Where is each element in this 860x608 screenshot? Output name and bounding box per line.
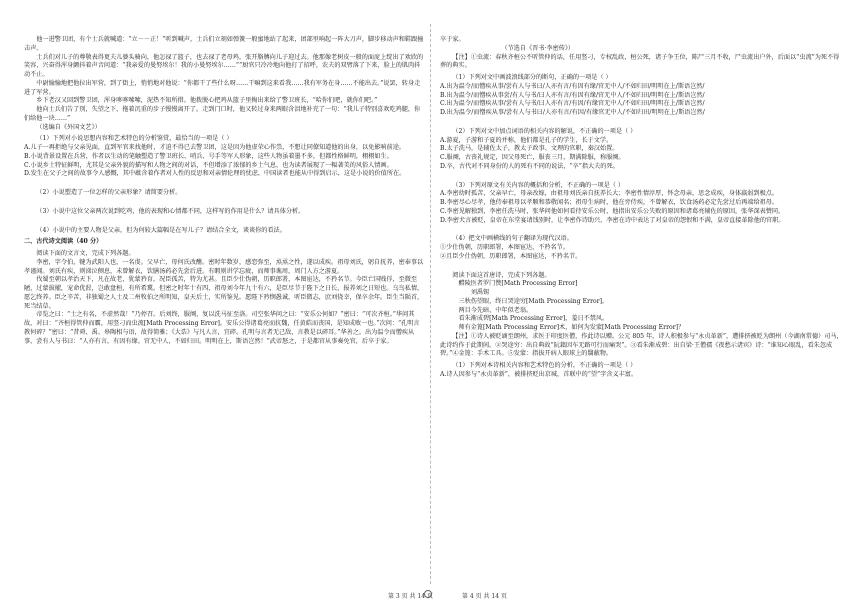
poem-author: 刘禹锡 bbox=[470, 289, 490, 296]
poem-line: 三秋伤望眼，终日哭途穷[Math Processing Error]。 bbox=[458, 297, 609, 305]
column-divider bbox=[430, 24, 431, 584]
story-source: （选编自《外国文艺》） bbox=[36, 123, 101, 131]
page-footer-left: 第 3 页 共 14 页 bbox=[388, 593, 433, 600]
story-paragraph: 士兵们对儿子的尊敬表得更夫儿婆头骑向，他怎禄了篮子，也去禄了老母鸡，张开胳膊向儿子迎过去。他那像老树皮一般的面庞上绽出了欢欣的笑容，兴奋得浑身颤抖着声音问道：“我亲爱的曼努埃尔！我的小曼努埃尔……””厨官只冷冷地向他打了招呼，农夫的双臂落了下来，脸上的肌肉抖动不止。 bbox=[24, 53, 424, 78]
question-3-stem: （3）小说中这位父亲两次说到吃鸡，他的表现和心情都不同，这样写的作用是什么？请具体分析。 bbox=[36, 207, 305, 215]
question-1-stem: （1）下列对小说思想内容和艺术特色的分析鉴赏，最恰当的一项是（ ） bbox=[36, 135, 233, 143]
page-footer-right: 第 4 页 共 14 页 bbox=[462, 593, 507, 600]
question-1-option-a: A.儿子一再拒绝与父亲见面，直到军官来找他时，才迫不得已去警卫团，这是因为他虚荣心作祟，不想让同僚知道他的出身，以免影响前途。 bbox=[24, 144, 405, 151]
cq1-option-b: B.出为温令/而憎疾从事尝/有人与书/曰人亦有言/有因有缘/官无中人/不如归田/明明在上/斯语岂然/ bbox=[440, 91, 705, 99]
story-paragraph: 中尉愉愉地把他拉出军营，到了街上，悄悄地对他说：“你都干了些什么呀……干嘛到这来看我……我有军务在身……不能出去。”说罢，转身走进了军营。 bbox=[24, 79, 421, 96]
poem-intro: 阅读下面这首唐诗，完成下列各题。 bbox=[452, 271, 551, 279]
cq2-option-d: D.卒，古代对不同身份的人的死有不同的说法，“卒”指大夫的死。 bbox=[440, 162, 619, 170]
question-2-stem: （2）小说塑造了一位怎样的父亲形象？请简要分析。 bbox=[36, 189, 182, 196]
cq1-option-d: D.出为温令/而憎疾从事/尝有人与书曰/人亦有言/有因/有缘官无中人/不如归田/明明在上/斯语岂然/ bbox=[440, 109, 705, 116]
classical-paragraph: 伐蜀至朝以孝治天下，凡在故老，犹蒙矜育，况臣孤苦，特为尤甚。且臣少仕伪朝，历职郎署，本图宦达，不矜名节。今臣亡国贱俘，至微至陋，过蒙拔擢，宠命优渥，岂敢盘桓，有所希冀。但密之时年十有四，祖母刘今年九十有六，是臣尽节于陛下之日长，报养刘之日短也。乌鸟私情，愿乞终养。臣之辛苦，非独蜀之人士及二州牧伯之所明知，皇天后土，实所鉴见。愿陛下矜悯愚诚，听臣微志，庶刘侥幸，保卒余年。臣生当陨首，死当结草。 bbox=[24, 276, 424, 310]
cq4-item: ②且臣少仕伪朝，历职郎署，本图宦达，不矜名节。 bbox=[440, 252, 582, 260]
classical-paragraph: 李密，字令伯，犍为武阳人也，一名虔。父早亡，母何氏改醮。密时年数岁，感恋弥至，烝烝之性，遂以成疾。祖母刘氏，躬自抚养，密奉事以孝谨闻。刘氏有疾，则涕泣侧息，未曾解衣，饮膳汤药必先尝后进。有暇则讲学忘疲，而师事谯周，周门人方之游夏。 bbox=[24, 258, 424, 275]
cq1-stem: （1）下列对文中画波浪线部分的断句，正确的一项是（ ） bbox=[452, 74, 612, 81]
cq3-stem: （3）下列对原文有关内容的概括和分析，不正确的一项是（ ） bbox=[452, 181, 624, 189]
story-paragraph: 他一进警卫团，有个士兵就喊道：“立－－正！”听到喊声，士兵们立刻如弹簧一般蜜地站了起来，团部里响起一阵大刀声，脚步移动声和鞋跟撞击声。 bbox=[24, 36, 424, 52]
poem-line: 师有金篦[Math Processing Error]术，如何为发蒙[Math Processing Error]？ bbox=[458, 324, 685, 331]
poem-line: 看朱渐成碧[Math Processing Error]，羞日不禁风。 bbox=[458, 315, 609, 323]
left-column bbox=[24, 36, 424, 346]
right-column bbox=[440, 36, 844, 380]
story-paragraph: 乡下老汉又回到警卫团，浑身哆哆嗦嗦，泥热不知所措。他拨脱心把鸡从篮子里掏出来给了警卫班长，“哈你们吧，就你们吧。” bbox=[36, 97, 378, 105]
cq4-item: ①少仕伪朝，历职郎署，本图宦达，不矜名节。 bbox=[440, 244, 569, 251]
cq2-option-c: C.服阕，古丧礼规定，因父母死亡，服丧三月，期满除服，称服阕。 bbox=[440, 154, 625, 161]
cq3-option-b: B.李密尽心尽孝，他侍奉祖母以孝顺和恭敬闻名；祖母生病时，他在旁侍疾，不曾解衣，饮食汤药必定先尝过后再端给祖母。 bbox=[440, 199, 779, 206]
classical-tail: 卒于家。 bbox=[440, 36, 465, 43]
binding-circle-icon bbox=[424, 590, 432, 598]
reading-intro: 阅读下面的文言文，完成下列各题。 bbox=[36, 250, 135, 257]
pq1-stem: （1）下列对本诗相关内容和艺术特色的分析，不正确的一项是（ ） bbox=[452, 362, 637, 369]
cq3-option-c: C.李密见解独到，李密任洗马时，张华问他如何看待安乐公时，他指出安乐公失败的原因和诸葛亮辅佐的原因，张华深表赞同。 bbox=[440, 207, 785, 215]
cq3-option-d: D.李密犬言被贬，皇帝在东堂宴请饯别时，让李密作诗助兴，李密在诗中表达了对皇帝的怨恨和不满，皇帝直接革除他的官职。 bbox=[440, 216, 785, 224]
pq1-option-a: A.诗人因参与“永贞革新”，被排挤贬出京城，首联中的“望”字含义丰富。 bbox=[440, 370, 638, 378]
classical-note: 【注】①虫流：春秋齐桓公不听管仲的话，任用竖刁，专权乱政，桓公死，诸子争王位，陈尸三月不收，尸虫流出户外，后面以“虫流”为死不得葬的典实。 bbox=[440, 53, 840, 70]
cq2-stem: （2）下列对文中加点词语的相关内容的解说，不正确的一项是（ ） bbox=[452, 127, 637, 135]
poem-note: 【注】①诗人被贬谪至朗州，求医于印度医僧，作此诗以赠。公元 805 年，诗人积极参与“永贞革新”，遭排挤被贬为朗州（今湖南常德）司马，此诗约作于此期间。②哭途穷：出自典故“阮籍因车无路可行而痛哭”。③看朱渐成碧：出自梁·王僧孺《夜愁示诸宾》诗：“谁知心眼乱，看朱忽成碧。”④金篦：手术工具。⑤发蒙：指拔开病人眼球上的翳蔽物。 bbox=[440, 332, 843, 358]
classical-paragraph: 帝览之曰：“士之有名，不虚然哉！”乃停召。后刘终，服阕，复以洗马征至洛。司空张华问之曰：“安乐公何如？”密曰：“可次齐桓。”华问其故，对曰：“齐桓得管仲而霸，用竖刁而虫流[Math Processing Error]。安乐公得诸葛亮而抗魏，任黄皓而丧国，是知成败一也。”次问：“孔明言教何碎？”密曰：“昔舜、禹、皋陶相与语，故得简雅；《大诰》与凡人言，宜碎。孔明与言者无己敌，言教是以碎耳。”华善之。出为温令而憎疾从事，尝有人与书曰：“人亦有言，有因有缘。官无中人，不如归田。明明在上，斯语岂然！”武帝怒之，于是都官从事奏免官，后卒于家。 bbox=[24, 311, 420, 345]
cq4-stem: （4）把文中画横线的句子翻译为现代汉语。 bbox=[452, 235, 573, 243]
poem-line: 两目今先暗，中年似老翁。 bbox=[458, 306, 533, 314]
section-2-heading: 二、古代诗文阅读（40 分） bbox=[24, 238, 103, 246]
question-4-stem: （4）小说中的主要人物是父亲，但为何较大篇幅是在写儿子？请结合全文，谈谈你的看法。 bbox=[36, 226, 286, 234]
cq1-option-a: A.出为温令/而憎疾从事/尝有人与书曰/人亦有言/有因有缘/官无中人/不如归田/明明在上/斯语岂然/ bbox=[440, 82, 705, 90]
classical-source: （节选自《晋书·李密传》） bbox=[501, 44, 575, 52]
question-1-option-d: D.发生在父子之间的故事令人感慨，其中蕴含着作者对人性的反思和对亲情伦理的忧虑，中国读者也能从中得到启示，这是小说的价值所在。 bbox=[24, 170, 406, 178]
story-paragraph: 他向士兵们告了别，失望之下，拖着沉重的步子慢慢离开了。走到门口时，他又转过身来两眼含泪地补充了一句：“我儿子特别喜欢吃鸡腿，你们给他一块……” bbox=[24, 106, 421, 122]
cq2-option-b: B.太子洗马，是辅佐太子，教太子政事、文理的官职，秦汉始置。 bbox=[440, 145, 619, 153]
poem-title: 醴陵医者罗门赞[Math Processing Error] bbox=[458, 280, 578, 288]
question-1-option-b: B.小说背景设置在兵营，作者以生动的笔触塑造了警卫班长、哨兵、号手等军人形象，这些人物虽着墨不多，但都性格鲜明，栩栩如生。 bbox=[24, 152, 393, 160]
question-1-option-c: C.小说乡土特征鲜明，尤其是父亲外貌的描写和人物之间的对话，不但增添了浓郁的乡土气息，也为读者展现了一幅著美的风俗人情画。 bbox=[24, 161, 393, 169]
cq3-option-a: A.李密幼时孤苦，父亲早亡，母亲改嫁，由祖母刘氏亲自抚养长大；李密性情淳厚，怀念母亲，思念成疾，身体羸弱到极点。 bbox=[440, 190, 778, 198]
cq2-option-a: A.游夏，子游和子夏的并称，他们都是孔子的学生，长于文学。 bbox=[440, 136, 613, 144]
cq1-option-c: C.出为温令/而憎疾从事/尝有人与书/曰人亦有言/有因/有缘官无中人/不如归田/明明在上/斯语岂然/ bbox=[440, 100, 705, 108]
